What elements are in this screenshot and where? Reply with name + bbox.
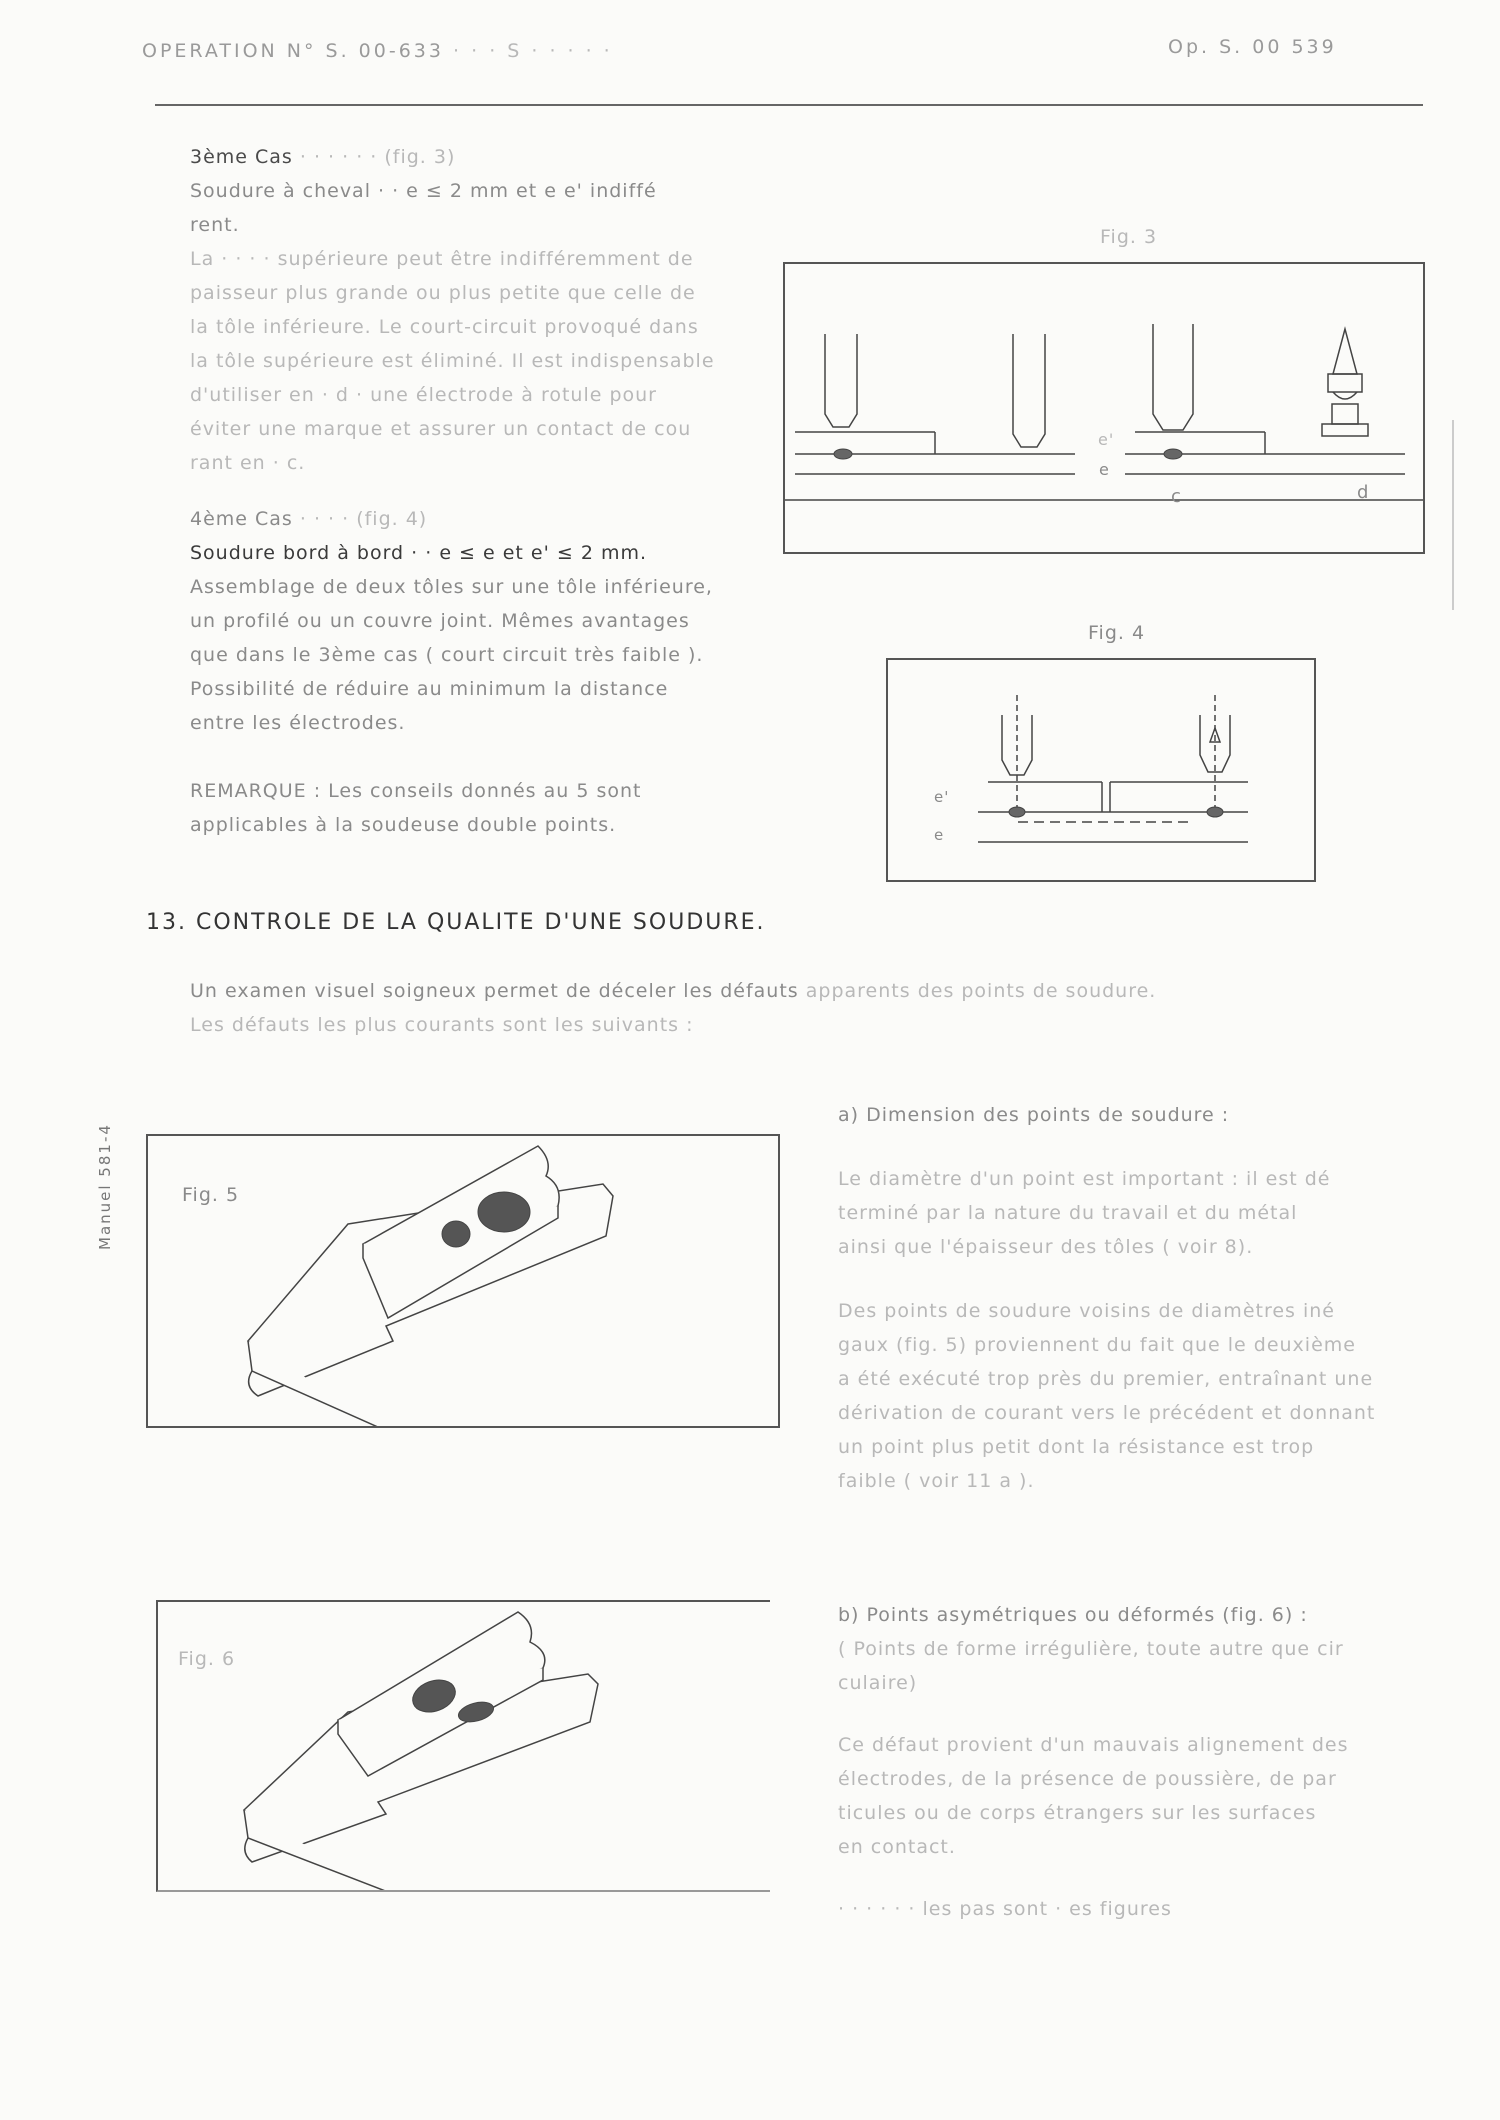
item-a-line: ainsi que l'épaisseur des tôles ( voir 8). — [838, 1236, 1254, 1258]
remark-line: applicables à la soudeuse double points. — [190, 814, 617, 836]
case4-title: 4ème Cas · · · · (fig. 4) — [190, 508, 428, 530]
case4-line: Assemblage de deux tôles sur une tôle inférieure, — [190, 576, 713, 598]
fig3-label-e1: e' — [1098, 430, 1115, 449]
item-a-line: a été exécuté trop près du premier, entraînant une — [838, 1368, 1374, 1390]
item-a-line: Le diamètre d'un point est important : il est dé — [838, 1168, 1331, 1190]
header-rule — [155, 104, 1423, 106]
item-b-line: · · · · · · les pas sont · es figures — [838, 1898, 1172, 1920]
item-b-line: culaire) — [838, 1672, 918, 1694]
case3-line: Soudure à cheval · · e ≤ 2 mm et e e' indiffé — [190, 180, 657, 202]
section13-intro — [190, 974, 1290, 1042]
fig3-label-c: c — [1171, 486, 1182, 507]
item-a-block — [838, 1098, 1438, 1498]
case4-line: Possibilité de réduire au minimum la distance — [190, 678, 669, 700]
case4-line: Soudure bord à bord · · e ≤ e et e' ≤ 2 mm. — [190, 542, 648, 564]
case3-title: 3ème Cas · · · · · · (fig. 3) — [190, 146, 456, 168]
case4-line: un profilé ou un couvre joint. Mêmes avantages — [190, 610, 690, 632]
fig3-drawing — [785, 264, 1423, 552]
fig3-label-e: e — [1099, 460, 1110, 479]
fig4-label-e1: e' — [934, 788, 950, 806]
case4-block — [190, 502, 770, 740]
remark-block — [190, 774, 770, 842]
item-b-line: ( Points de forme irrégulière, toute autre que cir — [838, 1638, 1344, 1660]
case3-line: la tôle supérieure est éliminé. Il est indispensable — [190, 350, 715, 372]
case3-line: La · · · · supérieure peut être indifféremment de — [190, 248, 694, 270]
case3-block — [190, 140, 770, 480]
item-b-title: b) Points asymétriques ou déformés (fig. 6) : — [838, 1604, 1308, 1626]
case3-line: éviter une marque et assurer un contact de cou — [190, 418, 692, 440]
section13-title: 13. CONTROLE DE LA QUALITE D'UNE SOUDURE. — [146, 910, 766, 935]
fig5-drawing — [148, 1136, 778, 1426]
item-b-line: Ce défaut provient d'un mauvais alignement des — [838, 1734, 1349, 1756]
case4-line: entre les électrodes. — [190, 712, 406, 734]
fig3-label-d: d — [1357, 482, 1370, 503]
item-b-line: électrodes, de la présence de poussière, de par — [838, 1768, 1337, 1790]
item-b-line: ticules ou de corps étrangers sur les surfaces — [838, 1802, 1317, 1824]
item-b-block — [838, 1598, 1438, 1926]
fig6-caption: Fig. 6 — [178, 1648, 236, 1670]
item-a-title: a) Dimension des points de soudure : — [838, 1104, 1230, 1126]
header-left-faint: · · · S · · · · · — [453, 40, 613, 62]
remark-line: REMARQUE : Les conseils donnés au 5 sont — [190, 780, 642, 802]
fig3-caption: Fig. 3 — [1100, 226, 1158, 248]
case3-line: paisseur plus grande ou plus petite que celle de — [190, 282, 696, 304]
case3-line: rant en · c. — [190, 452, 306, 474]
fig5-diagram — [146, 1134, 780, 1428]
fig4-drawing — [888, 660, 1314, 880]
item-a-line: gaux (fig. 5) proviennent du fait que le deuxième — [838, 1334, 1356, 1356]
item-a-line: un point plus petit dont la résistance est trop — [838, 1436, 1315, 1458]
fig4-diagram — [886, 658, 1316, 882]
case3-line: la tôle inférieure. Le court-circuit provoqué dans — [190, 316, 699, 338]
item-a-line: terminé par la nature du travail et du métal — [838, 1202, 1298, 1224]
case3-line: d'utiliser en · d · une électrode à rotule pour — [190, 384, 657, 406]
case4-line: que dans le 3ème cas ( court circuit très faible ). — [190, 644, 704, 666]
item-b-line: en contact. — [838, 1836, 956, 1858]
item-a-line: Des points de soudure voisins de diamètres iné — [838, 1300, 1335, 1322]
item-a-line: faible ( voir 11 a ). — [838, 1470, 1035, 1492]
section13-line: Un examen visuel soigneux permet de déceler les défauts apparents des points de soudure. — [190, 980, 1157, 1002]
fig5-caption: Fig. 5 — [182, 1184, 240, 1206]
fig6-diagram — [156, 1600, 770, 1892]
item-a-line: dérivation de courant vers le précédent et donnant — [838, 1402, 1376, 1424]
header-left: OPERATION N° S. 00-633 · · · S · · · · · — [142, 40, 613, 62]
case3-line: rent. — [190, 214, 240, 236]
section13-line: Les défauts les plus courants sont les suivants : — [190, 1014, 694, 1036]
fig3-diagram — [783, 262, 1425, 554]
fig6-drawing — [158, 1602, 770, 1890]
fig4-label-e: e — [934, 826, 945, 844]
side-label: Manuel 581-4 — [96, 1123, 114, 1250]
fig4-caption: Fig. 4 — [1088, 622, 1146, 644]
margin-mark — [1452, 420, 1454, 610]
header-right: Op. S. 00 539 — [1168, 36, 1337, 58]
